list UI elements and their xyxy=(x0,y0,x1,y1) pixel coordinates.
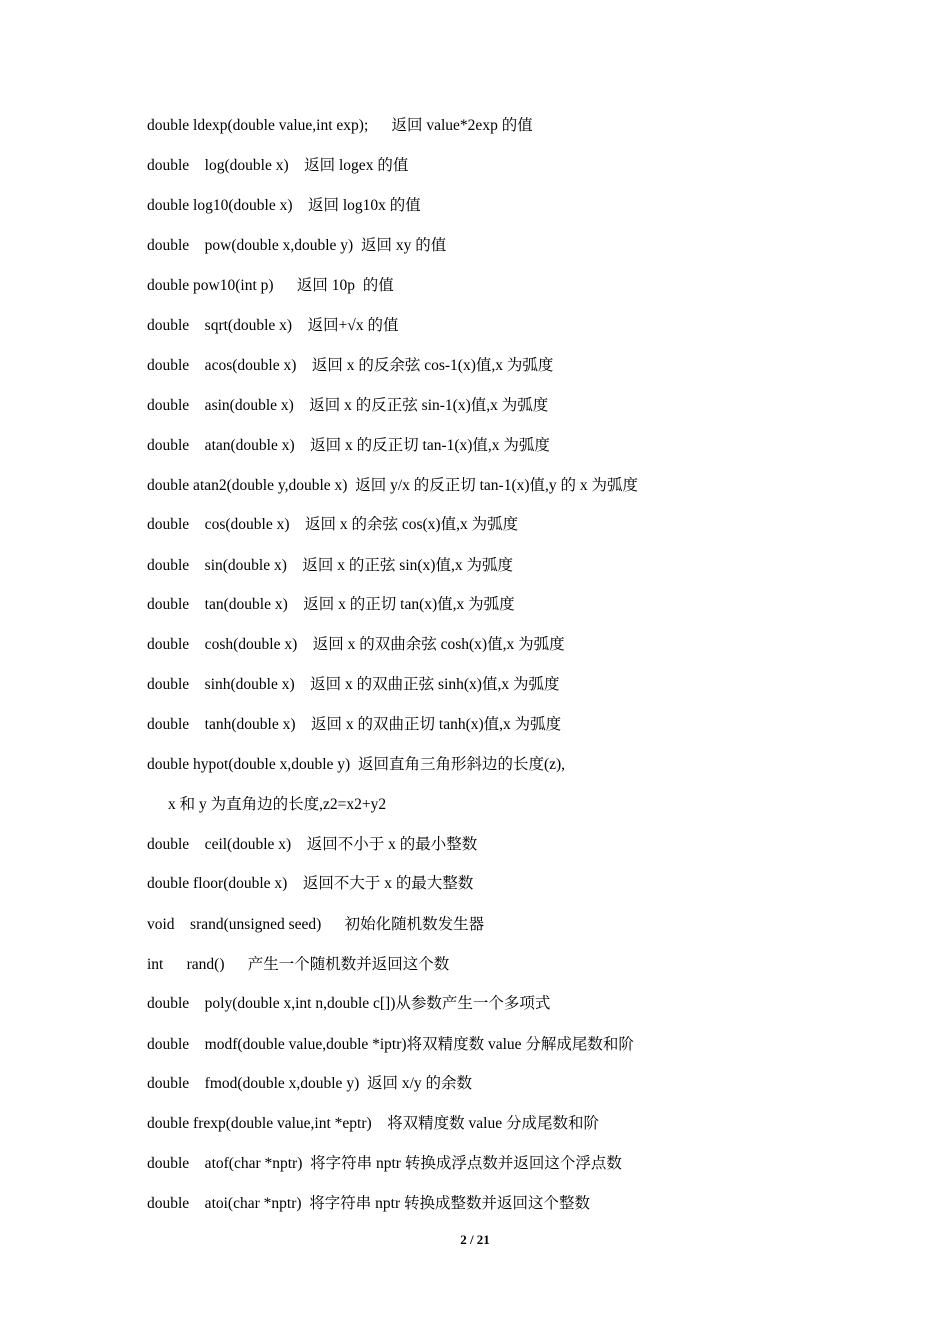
text-line: double pow10(int p) 返回 10p 的值 xyxy=(147,277,394,294)
text-line: double frexp(double value,int *eptr) 将双精度数 value 分成尾数和阶 xyxy=(147,1115,599,1132)
text-line: double asin(double x) 返回 x 的反正弦 sin-1(x)值,x 为弧度 xyxy=(147,397,549,414)
text-line: double ceil(double x) 返回不小于 x 的最小整数 xyxy=(147,836,478,853)
text-line: x 和 y 为直角边的长度,z2=x2+y2 xyxy=(168,796,387,813)
page-number: 2 / 21 xyxy=(460,1232,490,1247)
text-line: double sinh(double x) 返回 x 的双曲正弦 sinh(x)值,x 为弧度 xyxy=(147,676,560,693)
text-line: double tan(double x) 返回 x 的正切 tan(x)值,x 为弧度 xyxy=(147,596,515,613)
text-line: double cos(double x) 返回 x 的余弦 cos(x)值,x 为弧度 xyxy=(147,516,519,533)
text-line: double ldexp(double value,int exp); 返回 value*2exp 的值 xyxy=(147,117,533,134)
text-line: double floor(double x) 返回不大于 x 的最大整数 xyxy=(147,875,474,892)
text-line: double hypot(double x,double y) 返回直角三角形斜边的长度(z), xyxy=(147,756,566,773)
text-line: double modf(double value,double *iptr)将双精度数 value 分解成尾数和阶 xyxy=(147,1036,634,1053)
text-line: double log(double x) 返回 logex 的值 xyxy=(147,157,409,174)
text-line: double sin(double x) 返回 x 的正弦 sin(x)值,x 为弧度 xyxy=(147,557,513,574)
text-line: double atan(double x) 返回 x 的反正切 tan-1(x)值,x 为弧度 xyxy=(147,437,550,454)
text-line: double atan2(double y,double x) 返回 y/x 的反正切 tan-1(x)值,y 的 x 为弧度 xyxy=(147,477,639,494)
text-line: double pow(double x,double y) 返回 xy 的值 xyxy=(147,237,447,254)
text-line: void srand(unsigned seed) 初始化随机数发生器 xyxy=(147,916,485,933)
text-line: double atof(char *nptr) 将字符串 nptr 转换成浮点数并返回这个浮点数 xyxy=(147,1155,622,1172)
text-line: double sqrt(double x) 返回+√x 的值 xyxy=(147,317,399,334)
text-line: double acos(double x) 返回 x 的反余弦 cos-1(x)值,x 为弧度 xyxy=(147,357,554,374)
text-line: double atoi(char *nptr) 将字符串 nptr 转换成整数并返回这个整数 xyxy=(147,1195,590,1212)
text-line: int rand() 产生一个随机数并返回这个数 xyxy=(147,956,450,973)
text-line: double log10(double x) 返回 log10x 的值 xyxy=(147,197,421,214)
text-line: double fmod(double x,double y) 返回 x/y 的余数 xyxy=(147,1075,473,1092)
text-line: double cosh(double x) 返回 x 的双曲余弦 cosh(x)值,x 为弧度 xyxy=(147,636,565,653)
text-line: double poly(double x,int n,double c[])从参数产生一个多项式 xyxy=(147,995,551,1012)
text-line: double tanh(double x) 返回 x 的双曲正切 tanh(x)值,x 为弧度 xyxy=(147,716,562,733)
